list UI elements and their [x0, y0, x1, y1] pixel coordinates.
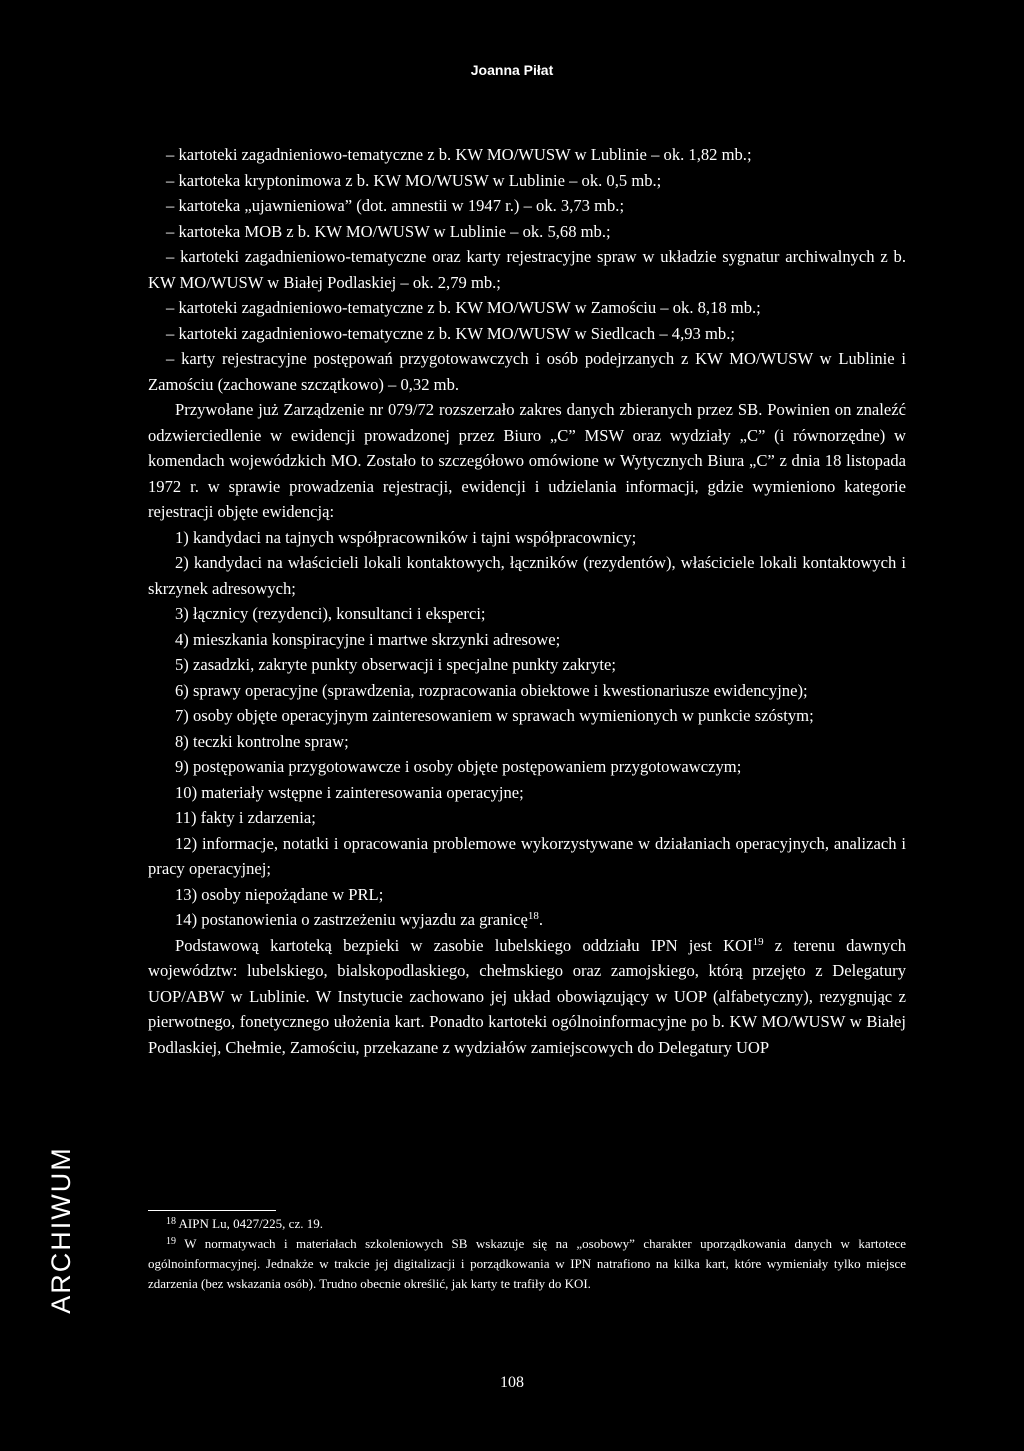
footnote-text: W normatywach i materiałach szkoleniowych SB wskazuje się na „osobowy” charakter uporządkowania danych w kartotece ogólnoinformacyjnej. Jednakże w trakcie jej digitalizacji i porządkowania w IPN natrafiono na kilka kart, które wymieniały tylko miejsce zdarzenia (bez wskazania osób). Trudno obecnie określić, jak karty te trafiły do KOI.: [148, 1236, 907, 1291]
body-paragraph: Przywołane już Zarządzenie nr 079/72 rozszerzało zakres danych zbieranych przez SB. Powinien on znaleźć odzwierciedlenie w ewidencji prowadzonej przez Biuro „C” MSW oraz wydziały „C” (i równorzędne) w komendach wojewódzkich MO. Zostało to szczegółowo omówione w Wytycznych Biura „C” z dnia 18 listopada 1972 r. w sprawie prowadzenia rejestracji, ewidencji i udzielania informacji, gdzie wymieniono kategorie rejestracji objęte ewidencją:: [148, 400, 906, 521]
numbered-item-text: 14) postanowienia o zastrzeżeniu wyjazdu za granicę: [175, 910, 528, 929]
list-item: – kartoteki zagadnieniowo-tematyczne z b. KW MO/WUSW w Siedlcach – 4,93 mb.;: [166, 323, 735, 343]
paragraph-text: Podstawową kartoteką bezpieki w zasobie lubelskiego oddziału IPN jest KOI: [175, 935, 753, 955]
running-header: Joanna Piłat: [470, 62, 554, 78]
numbered-item: 2) kandydaci na właścicieli lokali kontaktowych, łączników (rezydentów), właściciele lokali kontaktowych i skrzynek adresowych;: [148, 553, 906, 598]
footnote-number: 19: [166, 1236, 176, 1247]
numbered-item: 13) osoby niepożądane w PRL;: [175, 884, 384, 904]
footnote-ref[interactable]: 18: [527, 910, 539, 922]
body-paragraph: [148, 933, 906, 1061]
numbered-item: 11) fakty i zdarzenia;: [175, 808, 316, 827]
list-item: – kartoteka MOB z b. KW MO/WUSW w Lublinie – ok. 5,68 mb.;: [166, 221, 611, 241]
footnote-divider: [148, 1210, 276, 1211]
numbered-item: 9) postępowania przygotowawcze i osoby objęte postępowaniem przygotowawczym;: [175, 757, 742, 776]
numbered-item: [148, 907, 906, 933]
footnote-ref[interactable]: 19: [752, 935, 764, 948]
footnote: [148, 1234, 906, 1294]
numbered-item: 7) osoby objęte operacyjnym zainteresowaniem w sprawach wymienionych w punkcie szóstym;: [175, 706, 814, 725]
footnotes: [148, 1214, 906, 1294]
list-item: – kartoteki zagadnieniowo-tematyczne z b. KW MO/WUSW w Zamościu – ok. 8,18 mb.;: [166, 298, 761, 317]
list-item: – kartoteka „ujawnieniowa” (dot. amnestii w 1947 r.) – ok. 3,73 mb.;: [166, 196, 625, 215]
side-label-text: ARCHIWUM: [46, 1146, 76, 1314]
punctuation: .: [538, 910, 544, 929]
list-item: – karty rejestracyjne postępowań przygotowawczych i osób podejrzanych z KW MO/WUSW w Lublinie i Zamościu (zachowane szczątkowo) – 0,32 mb.: [148, 349, 906, 394]
main-text: [148, 142, 906, 1060]
numbered-item: 8) teczki kontrolne spraw;: [175, 731, 349, 751]
list-item: – kartoteki zagadnieniowo-tematyczne oraz karty rejestracyjne spraw w układzie sygnatur archiwalnych z b. KW MO/WUSW w Białej Podlaskiej – ok. 2,79 mb.;: [148, 247, 906, 292]
numbered-item: 1) kandydaci na tajnych współpracowników i tajni współpracownicy;: [175, 527, 637, 547]
numbered-item: 5) zasadzki, zakryte punkty obserwacji i specjalne punkty zakryte;: [175, 655, 616, 674]
footnote-text: AIPN Lu, 0427/225, cz. 19.: [178, 1216, 323, 1231]
numbered-item: 12) informacje, notatki i opracowania problemowe wykorzystywane w działaniach operacyjnych, analizach i pracy operacyjnej;: [148, 833, 906, 878]
footnote-number: 18: [166, 1216, 176, 1227]
list-item: – kartoteka kryptonimowa z b. KW MO/WUSW w Lublinie – ok. 0,5 mb.;: [166, 170, 662, 190]
list-item: – kartoteki zagadnieniowo-tematyczne z b. KW MO/WUSW w Lublinie – ok. 1,82 mb.;: [166, 145, 752, 164]
footnote: [148, 1214, 906, 1234]
paragraph-text: z terenu dawnych województw: lubelskiego, bialskopodlaskiego, chełmskiego oraz zamojskiego, którą przejęto z Delegatury UOP/ABW w Lublinie. W Instytucie zachowano jej układ obowiązujący w UOP (alfabetyczny), rezygnując z pierwotnego, fonetycznego ułożenia kart. Ponadto kartoteki ogólnoinformacyjne po b. KW MO/WUSW w Białej Podlaskiej, Chełmie, Zamościu, przekazane z wydziałów zamiejscowych do Delegatury UOP: [148, 935, 906, 1057]
numbered-item: 4) mieszkania konspiracyjne i martwe skrzynki adresowe;: [175, 629, 561, 649]
numbered-item: 3) łącznicy (rezydenci), konsultanci i eksperci;: [175, 604, 486, 623]
page-number: 108: [500, 1374, 524, 1391]
numbered-item: 10) materiały wstępne i zainteresowania operacyjne;: [175, 782, 524, 802]
numbered-item: 6) sprawy operacyjne (sprawdzenia, rozpracowania obiektowe i kwestionariusze ewidencyjne);: [175, 680, 808, 700]
